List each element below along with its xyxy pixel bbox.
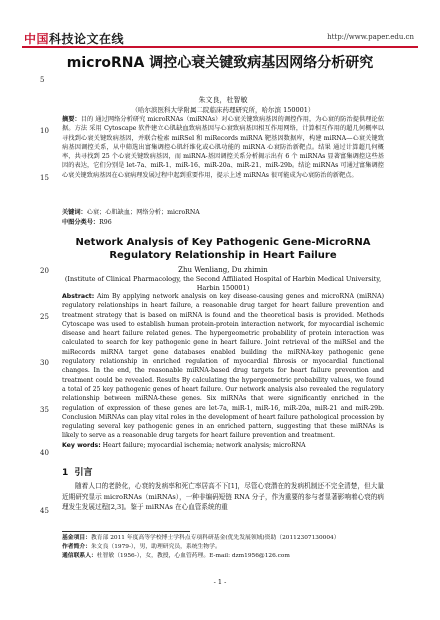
authors-en: Zhu Wenliang, Du zhimin <box>178 266 268 274</box>
site-url-link[interactable]: http://www.paper.edu.cn <box>327 33 414 41</box>
site-header <box>0 0 440 50</box>
keywords-en-label: Key words: <box>62 442 101 449</box>
footnote-author-label: 作者简介： <box>62 543 91 550</box>
line-number: 20 <box>40 267 49 275</box>
line-number: 10 <box>40 127 49 135</box>
footnote-divider <box>62 531 190 532</box>
page-number: - 1 - <box>213 578 227 586</box>
line-number: 45 <box>40 507 49 515</box>
abstract-cn <box>62 115 384 180</box>
affiliation-en: (Institute of Clinical Pharmacology, the Second Affiliated Hospital of Harbin Medical University, Harbin 150001) <box>64 275 382 292</box>
footnotes <box>62 534 384 560</box>
classification-label: 中图分类号： <box>62 219 100 226</box>
keywords-cn-text: 心衰；心肌缺血；网络分析；microRNA <box>86 209 200 216</box>
logo-main: 科技论文在线 <box>49 32 125 46</box>
abstract-en-text: Aim By applying network analysis on key disease-causing genes and microRNA (miRNA) regulatory relationships in heart failure, a reasonable drug target for heart failure prevention and treatment strategy that is based on miRNA is found and the theoretical basis is provided. Methods Cytoscape was used to establish human protein-protein interaction network, for myocardial ischemic disease and heart failure related genes. The hypergeometric probability of protein interaction was calculated to search for key pathogenic gene in heart failure. Joint retrieval of the miRSel and the miRecords miRNA target gene databases enabled building the miRNA-key pathogenic gene regulatory relationship in enriched regulation of myocardial fibrosis or myocardial functional changes. In the end, the reasonable miRNA-based drug targets for heart failure prevention and treatment could be revealed. Results By calculating the hypergeometric probability values, we found a total of 25 key pathogenic genes of heart failure. Our network analysis also revealed the regulatory relationship between miRNA-these genes. Six miRNAs that were significantly enriched in the regulation of expression of these genes are let-7a, miR-1, miR-16, miR-20a, miR-21 and miR-29b. Conclusion MiRNAs can play vital roles in the development of heart failure pathological procession by regulating several key pathogenic genes in an enriched pattern, suggesting that these miRNAs is likely to serve as a reasonable drug targets for heart failure prevention and treatment. <box>62 293 384 440</box>
line-number: 35 <box>40 406 49 414</box>
footnote-contact <box>62 552 384 561</box>
site-logo[interactable] <box>24 30 124 47</box>
footnote-author-text: 朱文良（1979-），男，助理研究员，系统生物学。 <box>91 543 221 550</box>
keywords-en-text: Heart failure; myocardial ischemia; network analysis; microRNA <box>102 442 306 449</box>
keywords-cn-label: 关键词： <box>62 209 87 216</box>
classification-text: R96 <box>99 219 112 226</box>
footnote-contact-label: 通信联系人： <box>62 552 97 559</box>
section-heading-intro <box>62 465 93 478</box>
logo-prefix: 中国 <box>24 32 50 46</box>
classification-number <box>62 218 384 227</box>
footnote-author <box>62 543 384 552</box>
keywords-cn <box>62 208 384 217</box>
line-number: 25 <box>40 313 49 321</box>
section-title: 引言 <box>74 468 93 478</box>
header-divider <box>22 46 418 48</box>
authors-cn: 朱文良，杜智敏 <box>198 96 248 104</box>
line-number: 5 <box>40 76 45 84</box>
abstract-en-label: Abstract: <box>62 293 95 300</box>
intro-paragraph: 随着人口的老龄化，心衰的发病率和死亡率居高不下[1]，尽管心衰潜在的发病机制还不完全清楚，但大量近期研究显示 microRNAs（miRNAs），一种非编码短链 RNA 分子，作为重要的参与者显著影响着心衰的病理发生发展过程[2,3]。鉴于 miRNAs 在心血管系统的重 <box>62 482 384 512</box>
abstract-cn-text: 目的 通过网络分析研究 microRNAs（miRNAs）对心衰关键致病基因的调控作用，为心衰的防治提供理论依据。方法 采用 Cytoscape 软件建立心肌缺血致病基因与心衰致病基因相互作用网络，计算相互作用的超几何概率以寻找到心衰关键致病基因，并联合检索 miRSel 和 miRecords miRNA 靶基因数据库，构建 miRNA—心衰关键致病基因调控关系，从中筛选出富集调控心肌纤维化或心肌功能的 miRNA 心衰防治新靶点。结果 通过计算超几何概率，共寻找到 25 个心衰关键致病基因，而 miRNA-基因调控关系分析揭示出有 6 个 miRNAs 显著富集调控这些基因的表达，它们分别是 let-7a、miR-1、miR-16、miR-20a、miR-21、miR-29b。结论 miRNAs 可通过富集调控心衰关键致病基因在心衰病理发展过程中起到重要作用，提示上述 miRNAs 很可能成为心衰防治的新靶点。 <box>62 116 384 179</box>
keywords-en <box>62 441 384 450</box>
abstract-en <box>62 292 384 441</box>
abstract-cn-label: 摘要： <box>62 116 81 123</box>
line-number: 15 <box>40 174 49 182</box>
paper-title-cn: microRNA 调控心衰关键致病基因网络分析研究 <box>66 55 374 71</box>
footnote-fund <box>62 534 384 543</box>
line-number: 40 <box>40 449 49 457</box>
footnote-contact-text: 杜智敏（1956-），女，教授，心血管药理。E-mail: dzm1956@126.com <box>96 552 290 559</box>
section-number: 1 <box>62 468 69 478</box>
footnote-fund-label: 基金项目： <box>62 535 91 541</box>
paper-title-en: Network Analysis of Key Pathogenic Gene-MicroRNA Regulatory Relationship in Heart Failure <box>75 237 371 261</box>
affiliation-cn: （哈尔滨医科大学附属二院临床药理研究所，哈尔滨 150001） <box>131 106 315 114</box>
line-number: 30 <box>40 359 49 367</box>
footnote-fund-text: 教育部 2011 年度高等学校博士学科点专项科研基金(优先发展领域)资助（20112307130004） <box>91 535 340 541</box>
